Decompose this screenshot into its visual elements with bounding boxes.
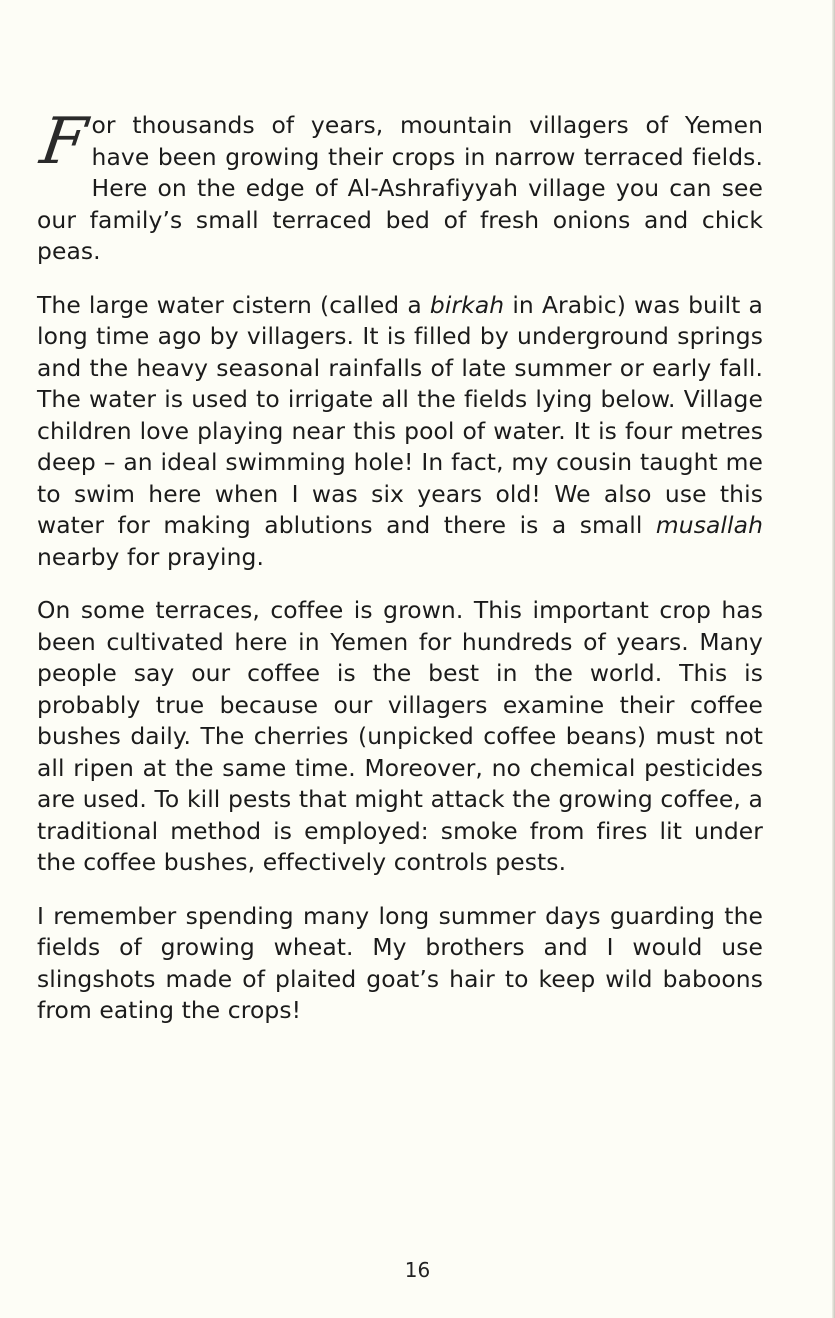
paragraph-intro-text: or thousands of years, mountain villagers of Yemen have been growing their crops in narrow terraced fields. Here on the edge of Al-Ashrafiyyah village you can see our family’s small terraced bed of fresh onions and chick peas. (37, 111, 763, 265)
paragraph-cistern-part-3: nearby for praying. (37, 542, 265, 571)
paragraph-cistern-part-1: The large water cistern (called a (37, 290, 430, 319)
paragraph-wheat-text: I remember spending many long summer days guarding the fields of growing wheat. My brothers and I would use slingshots made of plaited goat’s hair to keep wild baboons from eating the crops! (37, 901, 763, 1024)
paragraph-coffee-text: On some terraces, coffee is grown. This important crop has been cultivated here in Yemen for hundreds of years. Many people say our coffee is the best in the world. This is probably true because our villagers examine their coffee bushes daily. The cherries (unpicked coffee beans) must not all ripen at the same time. Moreover, no chemical pesticides are used. To kill pests that might attack the growing coffee, a traditional method is employed: smoke from fires lit under the coffee bushes, effectively controls pests. (37, 596, 763, 876)
paragraph-cistern-part-2: in Arabic) was built a long time ago by villagers. It is filled by underground springs and the heavy seasonal rainfalls of late summer or early fall. The water is used to irrigate all the fields lying below. Village children love playing near this pool of water. It is four metres deep – an ideal swimming hole! In fact, my cousin taught me to swim here when I was six years old! We also use this water for making ablutions and there is a small (37, 290, 763, 539)
term-birkah: birkah (429, 290, 505, 319)
page-body (36, 105, 763, 1049)
paragraph-wheat (37, 901, 763, 1027)
page-number: 16 (404, 1258, 431, 1282)
drop-cap: F (36, 105, 91, 179)
paragraph-coffee (37, 595, 763, 879)
term-musallah: musallah (655, 511, 763, 539)
paragraph-intro (36, 105, 763, 268)
paragraph-cistern (37, 290, 763, 574)
